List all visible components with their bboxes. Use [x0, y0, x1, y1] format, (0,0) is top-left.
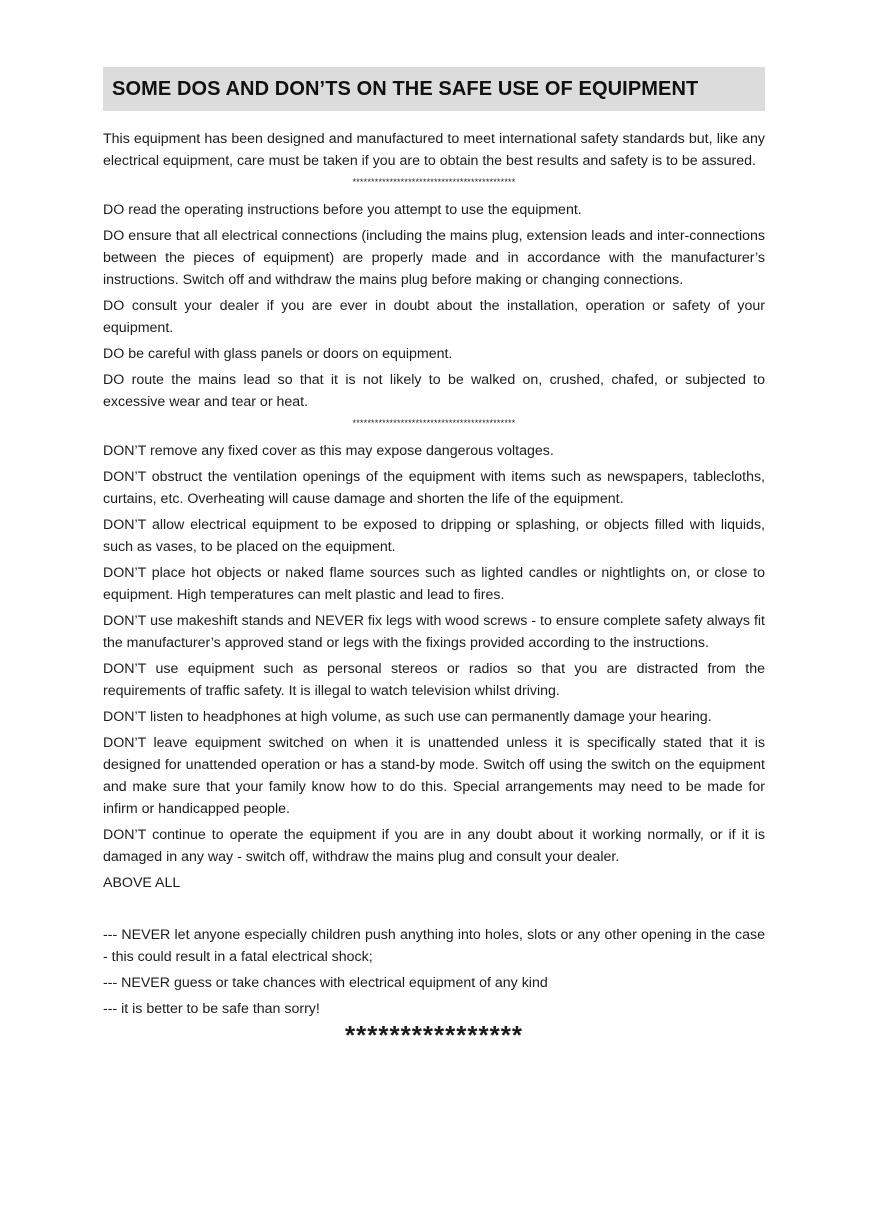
- do-item: DO read the operating instructions before you attempt to use the equipment.: [103, 202, 582, 218]
- title-banner: [103, 67, 765, 111]
- dont-item: DON’T listen to headphones at high volume, as such use can permanently damage your hearing.: [103, 709, 712, 725]
- dont-item: DON’T continue to operate the equipment if you are in any doubt about it working normally, or if it is damaged in any way - switch off, withdraw the mains plug and consult your dealer.: [103, 827, 765, 865]
- dont-item: DON’T leave equipment switched on when it is unattended unless it is specifically stated that it is designed for unattended operation or has a stand-by mode. Switch off using the switch on the equipment and make sure that your family know how to do this. Special arrangements may need to be made for infirm or handicapped people.: [103, 735, 765, 817]
- never-item: --- NEVER let anyone especially children push anything into holes, slots or any other opening in the case - this could result in a fatal electrical shock;: [103, 927, 765, 965]
- do-item: DO be careful with glass panels or doors on equipment.: [103, 346, 453, 362]
- dont-item: DON’T remove any fixed cover as this may expose dangerous voltages.: [103, 443, 554, 459]
- dont-item: DON’T use makeshift stands and NEVER fix legs with wood screws - to ensure complete safety always fit the manufacturer’s approved stand or legs with the fixings provided according to the instructions.: [103, 613, 765, 651]
- page-title: SOME DOS AND DON’TS ON THE SAFE USE OF EQUIPMENT: [112, 77, 699, 100]
- spacer: [103, 898, 765, 924]
- dont-item: DON’T obstruct the ventilation openings of the equipment with items such as newspapers, tablecloths, curtains, etc. Overheating will cause damage and shorten the life of the equipment.: [103, 469, 765, 507]
- never-item: --- NEVER guess or take chances with electrical equipment of any kind: [103, 975, 548, 991]
- dont-item: DON’T use equipment such as personal stereos or radios so that you are distracted from the requirements of traffic safety. It is illegal to watch television whilst driving.: [103, 661, 765, 699]
- do-item: DO ensure that all electrical connections (including the mains plug, extension leads and inter-connections between the pieces of equipment) are properly made and in accordance with the manufacturer’s instructions. Switch off and withdraw the mains plug before making or changing connections.: [103, 228, 765, 288]
- closing-separator: ****************: [345, 1020, 523, 1050]
- document-page: [103, 67, 765, 1050]
- separator: ********************************************: [352, 418, 516, 428]
- dont-item: DON’T allow electrical equipment to be exposed to dripping or splashing, or objects filled with liquids, such as vases, to be placed on the equipment.: [103, 517, 765, 555]
- do-item: DO consult your dealer if you are ever in doubt about the installation, operation or safety of your equipment.: [103, 298, 765, 336]
- never-item: --- it is better to be safe than sorry!: [103, 1001, 320, 1017]
- separator: ********************************************: [352, 177, 516, 187]
- do-item: DO route the mains lead so that it is not likely to be walked on, crushed, chafed, or subjected to excessive wear and tear or heat.: [103, 372, 765, 410]
- intro-paragraph: This equipment has been designed and manufactured to meet international safety standards but, like any electrical equipment, care must be taken if you are to obtain the best results and safety is to be assured.: [103, 131, 765, 169]
- document-body: [103, 128, 765, 1050]
- above-all-heading: ABOVE ALL: [103, 875, 181, 891]
- dont-item: DON’T place hot objects or naked flame sources such as lighted candles or nightlights on, or close to equipment. High temperatures can melt plastic and lead to fires.: [103, 565, 765, 603]
